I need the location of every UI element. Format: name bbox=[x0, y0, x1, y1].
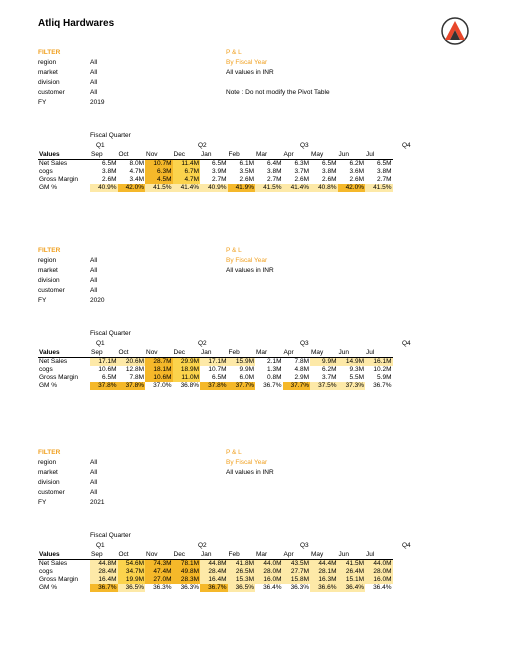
table-cell[interactable]: 16.3M bbox=[310, 576, 338, 584]
table-cell[interactable]: 6.0M bbox=[239, 374, 254, 381]
table-row-gm-pct[interactable] bbox=[38, 584, 393, 592]
month-header-nov: Nov bbox=[145, 551, 173, 560]
quarter-header-q1: Q1 bbox=[96, 340, 105, 347]
table-cell[interactable]: 2.6M bbox=[239, 176, 254, 183]
table-row-cogs[interactable] bbox=[38, 568, 393, 576]
table-cell[interactable]: 10.6M bbox=[145, 374, 173, 382]
pivot-block-2019 bbox=[38, 48, 478, 228]
table-cell[interactable]: 4.8M bbox=[294, 366, 309, 373]
row-label: cogs bbox=[39, 366, 53, 373]
table-cell[interactable]: 37.5% bbox=[310, 382, 338, 390]
table-cell[interactable]: 74.3M bbox=[145, 560, 173, 569]
month-header-nov: Nov bbox=[145, 349, 173, 358]
table-cell[interactable]: 2.6M bbox=[294, 176, 309, 183]
filter-key: region bbox=[38, 459, 57, 466]
filter-value[interactable]: All bbox=[90, 277, 98, 284]
values-header: Values bbox=[38, 349, 90, 358]
fiscal-quarter-label: Fiscal Quarter bbox=[90, 532, 131, 539]
table-cell[interactable]: 37.3% bbox=[338, 382, 366, 390]
pl-heading: P & L bbox=[226, 247, 242, 254]
table-cell[interactable]: 6.2M bbox=[322, 366, 337, 373]
table-cell[interactable]: 34.7M bbox=[118, 568, 146, 576]
filter-key: customer bbox=[38, 489, 65, 496]
pl-currency-note: All values in INR bbox=[226, 469, 274, 476]
pivot-block-2021 bbox=[38, 448, 478, 628]
table-cell[interactable]: 2.9M bbox=[294, 374, 309, 381]
month-header-feb: Feb bbox=[228, 349, 256, 358]
table-cell[interactable]: 41.5% bbox=[365, 184, 393, 192]
table-cell[interactable]: 44.4M bbox=[310, 560, 338, 569]
table-cell[interactable]: 6.5M bbox=[102, 374, 117, 381]
quarter-header-q2: Q2 bbox=[198, 542, 207, 549]
table-cell[interactable]: 41.9% bbox=[228, 184, 256, 192]
pivot-block-2020 bbox=[38, 246, 478, 426]
table-cell[interactable]: 10.7M bbox=[208, 366, 227, 373]
table-cell[interactable]: 37.7% bbox=[283, 382, 311, 390]
month-header-apr: Apr bbox=[283, 349, 311, 358]
table-cell[interactable]: 29.9M bbox=[173, 358, 201, 367]
filter-heading: FILTER bbox=[38, 247, 61, 254]
table-cell[interactable]: 41.5M bbox=[338, 560, 366, 569]
table-cell[interactable]: 36.5% bbox=[228, 584, 256, 592]
table-cell[interactable]: 2.1M bbox=[267, 358, 282, 365]
filter-key: market bbox=[38, 469, 58, 476]
table-cell[interactable]: 78.1M bbox=[173, 560, 201, 569]
filter-row-fy[interactable] bbox=[38, 498, 130, 508]
month-header-jul: Jul bbox=[365, 151, 393, 160]
table-cell[interactable]: 2.7M bbox=[377, 176, 392, 183]
table-cell[interactable]: 7.8M bbox=[129, 374, 144, 381]
table-row-cogs[interactable] bbox=[38, 168, 393, 176]
filter-row-customer[interactable] bbox=[38, 286, 130, 296]
filter-value[interactable]: All bbox=[90, 89, 98, 96]
filter-value[interactable]: All bbox=[90, 257, 98, 264]
table-cell[interactable]: 40.8% bbox=[310, 184, 338, 192]
table-row-gross-margin[interactable] bbox=[38, 374, 393, 382]
filter-key: division bbox=[38, 79, 60, 86]
table-cell[interactable]: 5.5M bbox=[349, 374, 364, 381]
month-header-apr: Apr bbox=[283, 151, 311, 160]
table-cell[interactable]: 41.8M bbox=[228, 560, 256, 569]
table-cell[interactable]: 15.3M bbox=[228, 576, 256, 584]
table-cell[interactable]: 6.5M bbox=[212, 374, 227, 381]
table-cell[interactable]: 36.8% bbox=[180, 382, 199, 389]
table-cell[interactable]: 36.3% bbox=[153, 584, 172, 591]
month-header-jun: Jun bbox=[338, 151, 366, 160]
table-row-cogs[interactable] bbox=[38, 366, 393, 374]
table-cell[interactable]: 7.8M bbox=[294, 358, 309, 365]
filter-value[interactable]: All bbox=[90, 69, 98, 76]
table-cell[interactable]: 6.3M bbox=[294, 160, 309, 167]
table-row-gm-pct[interactable] bbox=[38, 184, 393, 192]
table-cell[interactable]: 15.8M bbox=[283, 576, 311, 584]
values-header: Values bbox=[38, 551, 90, 560]
page-title: Atliq Hardwares bbox=[38, 18, 115, 29]
table-cell[interactable]: 6.5M bbox=[212, 160, 227, 167]
table-cell[interactable]: 12.8M bbox=[125, 366, 144, 373]
table-cell[interactable]: 9.9M bbox=[310, 358, 338, 367]
table-cell[interactable]: 26.4M bbox=[338, 568, 366, 576]
table-cell[interactable]: 27.0M bbox=[145, 576, 173, 584]
pivot-table[interactable] bbox=[38, 551, 393, 592]
filter-key: division bbox=[38, 479, 60, 486]
table-cell[interactable]: 2.7M bbox=[212, 176, 227, 183]
table-cell[interactable]: 6.5M bbox=[322, 160, 337, 167]
table-row-net-sales[interactable] bbox=[38, 358, 393, 367]
pl-info bbox=[226, 448, 274, 478]
table-cell[interactable]: 28.4M bbox=[90, 568, 118, 576]
table-cell[interactable]: 11.4M bbox=[173, 160, 201, 169]
fiscal-quarter-label: Fiscal Quarter bbox=[90, 132, 131, 139]
table-cell[interactable]: 16.4M bbox=[200, 576, 228, 584]
filter-row-region[interactable] bbox=[38, 58, 130, 68]
table-cell[interactable]: 3.9M bbox=[212, 168, 227, 175]
table-cell[interactable]: 28.1M bbox=[310, 568, 338, 576]
table-cell[interactable]: 47.4M bbox=[145, 568, 173, 576]
table-header-row bbox=[38, 349, 393, 358]
table-row-net-sales[interactable] bbox=[38, 560, 393, 569]
row-label: cogs bbox=[39, 168, 53, 175]
table-cell[interactable]: 3.7M bbox=[322, 374, 337, 381]
filter-row-fy[interactable] bbox=[38, 296, 130, 306]
table-header-row bbox=[38, 151, 393, 160]
table-cell[interactable]: 20.6M bbox=[118, 358, 146, 367]
table-cell[interactable]: 28.7M bbox=[145, 358, 173, 367]
filter-key: customer bbox=[38, 89, 65, 96]
month-header-mar: Mar bbox=[255, 151, 283, 160]
row-label: cogs bbox=[39, 568, 53, 575]
table-cell[interactable]: 10.6M bbox=[98, 366, 117, 373]
table-cell[interactable]: 40.9% bbox=[200, 184, 228, 192]
table-cell[interactable]: 36.4% bbox=[373, 584, 392, 591]
filter-key: FY bbox=[38, 297, 47, 304]
filter-value[interactable]: All bbox=[90, 459, 98, 466]
table-cell[interactable]: 16.4M bbox=[90, 576, 118, 584]
filter-row-customer[interactable] bbox=[38, 488, 130, 498]
table-cell[interactable]: 10.7M bbox=[145, 160, 173, 169]
table-cell[interactable]: 16.0M bbox=[255, 576, 283, 584]
table-cell[interactable]: 44.0M bbox=[365, 560, 393, 569]
filter-value[interactable]: 2021 bbox=[90, 499, 105, 506]
table-cell[interactable]: 16.1M bbox=[365, 358, 393, 367]
pl-currency-note: All values in INR bbox=[226, 267, 274, 274]
month-header-feb: Feb bbox=[228, 151, 256, 160]
row-label: GM % bbox=[39, 184, 58, 191]
table-cell[interactable]: 44.8M bbox=[200, 560, 228, 569]
filter-value[interactable]: All bbox=[90, 489, 98, 496]
month-header-dec: Dec bbox=[173, 551, 201, 560]
table-cell[interactable]: 41.5% bbox=[145, 184, 173, 192]
table-header-row bbox=[38, 551, 393, 560]
filter-key: market bbox=[38, 267, 58, 274]
month-header-jun: Jun bbox=[338, 551, 366, 560]
month-header-jan: Jan bbox=[200, 349, 228, 358]
table-cell[interactable]: 42.0% bbox=[118, 184, 146, 192]
pl-info bbox=[226, 246, 274, 276]
table-cell[interactable]: 3.8M bbox=[322, 168, 337, 175]
table-cell[interactable]: 36.7% bbox=[263, 382, 282, 389]
quarter-header-q3: Q3 bbox=[300, 142, 309, 149]
month-header-jul: Jul bbox=[365, 551, 393, 560]
filter-key: FY bbox=[38, 99, 47, 106]
filter-value[interactable]: All bbox=[90, 479, 98, 486]
filter-key: market bbox=[38, 69, 58, 76]
pl-currency-note: All values in INR bbox=[226, 69, 274, 76]
quarter-header-q2: Q2 bbox=[198, 340, 207, 347]
table-cell[interactable]: 36.7% bbox=[373, 382, 392, 389]
row-label: GM % bbox=[39, 382, 58, 389]
table-cell[interactable]: 4.5M bbox=[145, 176, 173, 184]
filter-row-fy[interactable] bbox=[38, 98, 130, 108]
table-row-gross-margin[interactable] bbox=[38, 176, 393, 184]
month-header-sep: Sep bbox=[90, 551, 118, 560]
row-label: Net Sales bbox=[39, 358, 68, 365]
filter-key: region bbox=[38, 59, 57, 66]
filter-row-market[interactable] bbox=[38, 68, 130, 78]
filter-value[interactable]: All bbox=[90, 59, 98, 66]
table-cell[interactable]: 6.2M bbox=[349, 160, 364, 167]
table-cell[interactable]: 36.4% bbox=[263, 584, 282, 591]
month-header-oct: Oct bbox=[118, 151, 146, 160]
quarter-header-q1: Q1 bbox=[96, 142, 105, 149]
table-row-gross-margin[interactable] bbox=[38, 576, 393, 584]
table-cell[interactable]: 2.7M bbox=[267, 176, 282, 183]
filter-value[interactable]: 2020 bbox=[90, 297, 105, 304]
month-header-sep: Sep bbox=[90, 349, 118, 358]
table-cell[interactable]: 4.7M bbox=[129, 168, 144, 175]
table-cell[interactable]: 15.9M bbox=[228, 358, 256, 367]
table-cell[interactable]: 9.3M bbox=[349, 366, 364, 373]
table-cell[interactable]: 36.7% bbox=[200, 584, 228, 592]
table-cell[interactable]: 6.3M bbox=[145, 168, 173, 176]
table-cell[interactable]: 4.7M bbox=[173, 176, 201, 184]
pl-heading: P & L bbox=[226, 449, 242, 456]
row-label: Gross Margin bbox=[39, 576, 79, 583]
filter-key: customer bbox=[38, 287, 65, 294]
table-cell[interactable]: 14.9M bbox=[338, 358, 366, 367]
filter-row-market[interactable] bbox=[38, 266, 130, 276]
month-header-nov: Nov bbox=[145, 151, 173, 160]
month-header-dec: Dec bbox=[173, 349, 201, 358]
pivot-table[interactable] bbox=[38, 151, 393, 192]
table-cell[interactable]: 15.1M bbox=[338, 576, 366, 584]
table-cell[interactable]: 17.1M bbox=[90, 358, 118, 367]
table-cell[interactable]: 18.9M bbox=[173, 366, 201, 374]
table-cell[interactable]: 0.8M bbox=[267, 374, 282, 381]
row-label: Net Sales bbox=[39, 560, 68, 567]
month-header-apr: Apr bbox=[283, 551, 311, 560]
row-label: Net Sales bbox=[39, 160, 68, 167]
filter-key: FY bbox=[38, 499, 47, 506]
filter-row-division[interactable] bbox=[38, 78, 130, 88]
table-cell[interactable]: 44.0M bbox=[255, 560, 283, 569]
pl-subheading: By Fiscal Year bbox=[226, 257, 268, 264]
month-header-may: May bbox=[310, 349, 338, 358]
pl-info bbox=[226, 48, 330, 98]
table-cell[interactable]: 36.3% bbox=[180, 584, 199, 591]
filter-key: division bbox=[38, 277, 60, 284]
table-cell[interactable]: 5.9M bbox=[377, 374, 392, 381]
quarter-header-q3: Q3 bbox=[300, 542, 309, 549]
table-cell[interactable]: 17.1M bbox=[200, 358, 228, 367]
table-cell[interactable]: 3.7M bbox=[294, 168, 309, 175]
table-cell[interactable]: 3.4M bbox=[129, 176, 144, 183]
pivot-table[interactable] bbox=[38, 349, 393, 390]
filter-value[interactable]: 2019 bbox=[90, 99, 105, 106]
table-cell[interactable]: 16.0M bbox=[365, 576, 393, 584]
quarter-header-q2: Q2 bbox=[198, 142, 207, 149]
filter-row-region[interactable] bbox=[38, 256, 130, 266]
table-cell[interactable]: 6.7M bbox=[173, 168, 201, 176]
table-cell[interactable]: 28.0M bbox=[365, 568, 393, 576]
month-header-jan: Jan bbox=[200, 151, 228, 160]
table-cell[interactable]: 37.8% bbox=[118, 382, 146, 390]
table-cell[interactable]: 3.5M bbox=[239, 168, 254, 175]
quarter-header-q3: Q3 bbox=[300, 340, 309, 347]
filter-row-region[interactable] bbox=[38, 458, 130, 468]
month-header-mar: Mar bbox=[255, 551, 283, 560]
table-cell[interactable]: 28.0M bbox=[255, 568, 283, 576]
filter-value[interactable]: All bbox=[90, 287, 98, 294]
table-cell[interactable]: 1.3M bbox=[267, 366, 282, 373]
month-header-dec: Dec bbox=[173, 151, 201, 160]
table-cell[interactable]: 6.1M bbox=[239, 160, 254, 167]
month-header-mar: Mar bbox=[255, 349, 283, 358]
quarter-header-q4: Q4 bbox=[402, 340, 411, 347]
table-cell[interactable]: 41.5% bbox=[255, 184, 283, 192]
table-cell[interactable]: 26.5M bbox=[228, 568, 256, 576]
table-cell[interactable]: 41.4% bbox=[173, 184, 201, 192]
table-cell[interactable]: 18.1M bbox=[145, 366, 173, 374]
month-header-sep: Sep bbox=[90, 151, 118, 160]
filter-value[interactable]: All bbox=[90, 79, 98, 86]
table-cell[interactable]: 19.9M bbox=[118, 576, 146, 584]
table-cell[interactable]: 8.0M bbox=[129, 160, 144, 167]
table-cell[interactable]: 28.4M bbox=[200, 568, 228, 576]
row-label: Gross Margin bbox=[39, 374, 79, 381]
filter-heading: FILTER bbox=[38, 449, 61, 456]
table-cell[interactable]: 37.8% bbox=[200, 382, 228, 390]
row-label: Gross Margin bbox=[39, 176, 79, 183]
table-cell[interactable]: 36.4% bbox=[338, 584, 366, 592]
table-cell[interactable]: 2.6M bbox=[349, 176, 364, 183]
month-header-jan: Jan bbox=[200, 551, 228, 560]
table-cell[interactable]: 3.8M bbox=[267, 168, 282, 175]
table-cell[interactable]: 36.7% bbox=[90, 584, 118, 592]
table-cell[interactable]: 28.3M bbox=[173, 576, 201, 584]
table-cell[interactable]: 6.5M bbox=[102, 160, 117, 167]
table-cell[interactable]: 6.5M bbox=[377, 160, 392, 167]
row-label: GM % bbox=[39, 584, 58, 591]
quarter-header-q1: Q1 bbox=[96, 542, 105, 549]
pl-subheading: By Fiscal Year bbox=[226, 459, 268, 466]
filter-row-market[interactable] bbox=[38, 468, 130, 478]
month-header-oct: Oct bbox=[118, 349, 146, 358]
filter-heading: FILTER bbox=[38, 49, 61, 56]
month-header-may: May bbox=[310, 551, 338, 560]
table-cell[interactable]: 54.6M bbox=[118, 560, 146, 569]
filter-panel bbox=[38, 448, 130, 508]
table-cell[interactable]: 37.7% bbox=[228, 382, 256, 390]
filter-panel bbox=[38, 48, 130, 108]
table-cell[interactable]: 42.0% bbox=[338, 184, 366, 192]
month-header-may: May bbox=[310, 151, 338, 160]
filter-key: region bbox=[38, 257, 57, 264]
filter-value[interactable]: All bbox=[90, 469, 98, 476]
table-row-net-sales[interactable] bbox=[38, 160, 393, 169]
fiscal-quarter-label: Fiscal Quarter bbox=[90, 330, 131, 337]
atliq-logo-icon bbox=[440, 16, 470, 46]
table-cell[interactable]: 2.6M bbox=[102, 176, 117, 183]
table-cell[interactable]: 41.4% bbox=[283, 184, 311, 192]
table-cell[interactable]: 36.6% bbox=[310, 584, 338, 592]
quarter-header-q4: Q4 bbox=[402, 142, 411, 149]
filter-row-division[interactable] bbox=[38, 276, 130, 286]
quarter-header-q4: Q4 bbox=[402, 542, 411, 549]
table-cell[interactable]: 3.8M bbox=[102, 168, 117, 175]
values-header: Values bbox=[38, 151, 90, 160]
table-cell[interactable]: 36.5% bbox=[118, 584, 146, 592]
table-cell[interactable]: 3.6M bbox=[349, 168, 364, 175]
table-cell[interactable]: 37.8% bbox=[90, 382, 118, 390]
table-cell[interactable]: 36.3% bbox=[290, 584, 309, 591]
month-header-jul: Jul bbox=[365, 349, 393, 358]
table-cell[interactable]: 49.8M bbox=[173, 568, 201, 576]
table-cell[interactable]: 10.2M bbox=[373, 366, 392, 373]
table-cell[interactable]: 2.6M bbox=[322, 176, 337, 183]
table-cell[interactable]: 44.8M bbox=[90, 560, 118, 569]
month-header-oct: Oct bbox=[118, 551, 146, 560]
pl-subheading: By Fiscal Year bbox=[226, 59, 268, 66]
month-header-feb: Feb bbox=[228, 551, 256, 560]
table-cell[interactable]: 40.9% bbox=[90, 184, 118, 192]
filter-value[interactable]: All bbox=[90, 267, 98, 274]
table-cell[interactable]: 37.0% bbox=[153, 382, 172, 389]
pl-warning-note: Note : Do not modify the Pivot Table bbox=[226, 89, 330, 96]
table-cell[interactable]: 11.0M bbox=[173, 374, 201, 382]
table-row-gm-pct[interactable] bbox=[38, 382, 393, 390]
table-cell[interactable]: 43.5M bbox=[283, 560, 311, 569]
month-header-jun: Jun bbox=[338, 349, 366, 358]
pl-heading: P & L bbox=[226, 49, 242, 56]
table-cell[interactable]: 6.4M bbox=[267, 160, 282, 167]
table-cell[interactable]: 3.8M bbox=[377, 168, 392, 175]
table-cell[interactable]: 9.9M bbox=[239, 366, 254, 373]
filter-row-customer[interactable] bbox=[38, 88, 130, 98]
filter-row-division[interactable] bbox=[38, 478, 130, 488]
filter-panel bbox=[38, 246, 130, 306]
table-cell[interactable]: 27.7M bbox=[283, 568, 311, 576]
